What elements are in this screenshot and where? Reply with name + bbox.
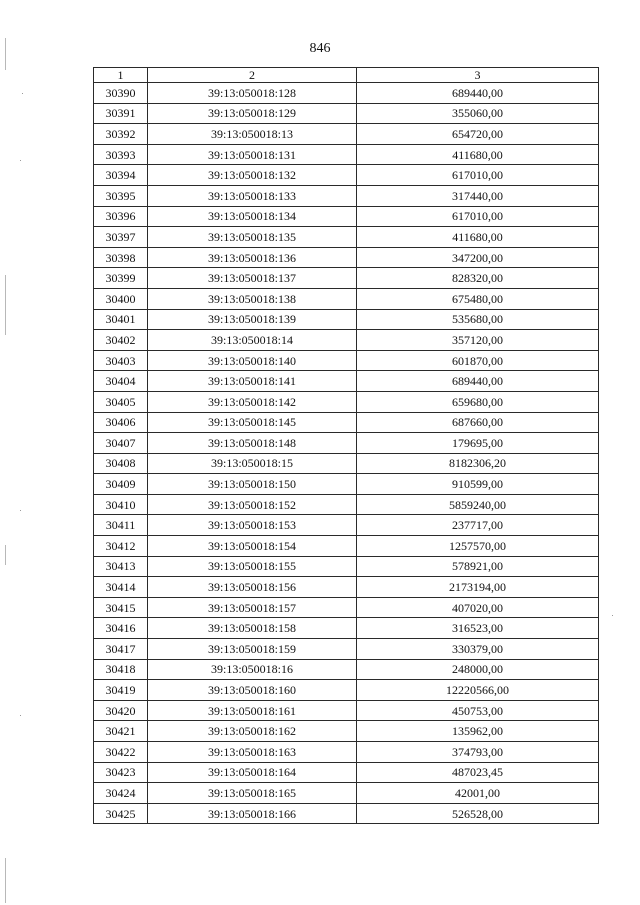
cadastral-value-cell: 411680,00: [357, 144, 599, 165]
row-number-cell: 30424: [94, 783, 148, 804]
row-number-cell: 30397: [94, 227, 148, 248]
row-number-cell: 30405: [94, 391, 148, 412]
page-number: 846: [309, 41, 331, 56]
scan-speck: [20, 510, 21, 511]
row-number-cell: 30390: [94, 83, 148, 104]
cadastral-value-cell: 617010,00: [357, 165, 599, 186]
cadastral-value-table: [93, 67, 599, 824]
scan-edge-mark: [5, 858, 6, 903]
scan-speck: [612, 615, 613, 616]
table-row: [94, 288, 599, 309]
cadastral-number-cell: 39:13:050018:154: [148, 536, 357, 557]
row-number-cell: 30392: [94, 124, 148, 145]
cadastral-value-cell: 317440,00: [357, 185, 599, 206]
row-number-cell: 30409: [94, 474, 148, 495]
cadastral-number-cell: 39:13:050018:138: [148, 288, 357, 309]
cadastral-value-cell: 411680,00: [357, 227, 599, 248]
cadastral-value-cell: 526528,00: [357, 803, 599, 824]
cadastral-number-cell: 39:13:050018:157: [148, 597, 357, 618]
row-number-cell: 30396: [94, 206, 148, 227]
cadastral-value-cell: 135962,00: [357, 721, 599, 742]
column-header-cadastral-value: 3: [357, 68, 599, 83]
scan-edge-mark: [5, 545, 6, 565]
cadastral-number-cell: 39:13:050018:136: [148, 247, 357, 268]
column-header-cadastral-number: 2: [148, 68, 357, 83]
cadastral-value-cell: 910599,00: [357, 474, 599, 495]
table-body: [94, 83, 599, 824]
row-number-cell: 30395: [94, 185, 148, 206]
row-number-cell: 30421: [94, 721, 148, 742]
cadastral-number-cell: 39:13:050018:162: [148, 721, 357, 742]
column-header-number: 1: [94, 68, 148, 83]
cadastral-number-cell: 39:13:050018:140: [148, 350, 357, 371]
row-number-cell: 30416: [94, 618, 148, 639]
table-row: [94, 783, 599, 804]
table-row: [94, 227, 599, 248]
cadastral-number-cell: 39:13:050018:15: [148, 453, 357, 474]
row-number-cell: 30391: [94, 103, 148, 124]
row-number-cell: 30420: [94, 700, 148, 721]
row-number-cell: 30413: [94, 556, 148, 577]
cadastral-value-cell: 601870,00: [357, 350, 599, 371]
cadastral-number-cell: 39:13:050018:166: [148, 803, 357, 824]
table-row: [94, 185, 599, 206]
row-number-cell: 30406: [94, 412, 148, 433]
cadastral-number-cell: 39:13:050018:137: [148, 268, 357, 289]
row-number-cell: 30404: [94, 371, 148, 392]
cadastral-number-cell: 39:13:050018:141: [148, 371, 357, 392]
row-number-cell: 30401: [94, 309, 148, 330]
row-number-cell: 30403: [94, 350, 148, 371]
cadastral-value-cell: 689440,00: [357, 83, 599, 104]
cadastral-number-cell: 39:13:050018:132: [148, 165, 357, 186]
cadastral-number-cell: 39:13:050018:16: [148, 659, 357, 680]
cadastral-value-cell: 42001,00: [357, 783, 599, 804]
row-number-cell: 30407: [94, 433, 148, 454]
cadastral-number-cell: 39:13:050018:145: [148, 412, 357, 433]
cadastral-value-cell: 248000,00: [357, 659, 599, 680]
cadastral-value-cell: 5859240,00: [357, 494, 599, 515]
cadastral-value-cell: 12220566,00: [357, 680, 599, 701]
table-row: [94, 597, 599, 618]
table-row: [94, 371, 599, 392]
cadastral-number-cell: 39:13:050018:163: [148, 742, 357, 763]
cadastral-value-cell: 347200,00: [357, 247, 599, 268]
row-number-cell: 30419: [94, 680, 148, 701]
table-row: [94, 391, 599, 412]
row-number-cell: 30412: [94, 536, 148, 557]
table-row: [94, 330, 599, 351]
row-number-cell: 30402: [94, 330, 148, 351]
row-number-cell: 30415: [94, 597, 148, 618]
row-number-cell: 30399: [94, 268, 148, 289]
cadastral-number-cell: 39:13:050018:159: [148, 639, 357, 660]
table-row: [94, 124, 599, 145]
table-row: [94, 639, 599, 660]
cadastral-value-cell: 617010,00: [357, 206, 599, 227]
row-number-cell: 30417: [94, 639, 148, 660]
cadastral-value-cell: 659680,00: [357, 391, 599, 412]
cadastral-number-cell: 39:13:050018:165: [148, 783, 357, 804]
cadastral-number-cell: 39:13:050018:152: [148, 494, 357, 515]
table-row: [94, 556, 599, 577]
cadastral-number-cell: 39:13:050018:14: [148, 330, 357, 351]
cadastral-number-cell: 39:13:050018:153: [148, 515, 357, 536]
cadastral-value-cell: 578921,00: [357, 556, 599, 577]
table-row: [94, 309, 599, 330]
row-number-cell: 30394: [94, 165, 148, 186]
cadastral-value-cell: 357120,00: [357, 330, 599, 351]
table-row: [94, 247, 599, 268]
row-number-cell: 30422: [94, 742, 148, 763]
table-row: [94, 762, 599, 783]
row-number-cell: 30411: [94, 515, 148, 536]
table-row: [94, 700, 599, 721]
row-number-cell: 30408: [94, 453, 148, 474]
cadastral-number-cell: 39:13:050018:156: [148, 577, 357, 598]
cadastral-value-cell: 237717,00: [357, 515, 599, 536]
cadastral-value-cell: 179695,00: [357, 433, 599, 454]
cadastral-value-cell: 355060,00: [357, 103, 599, 124]
cadastral-number-cell: 39:13:050018:160: [148, 680, 357, 701]
row-number-cell: 30425: [94, 803, 148, 824]
table-row: [94, 350, 599, 371]
cadastral-value-cell: 316523,00: [357, 618, 599, 639]
table-row: [94, 144, 599, 165]
cadastral-number-cell: 39:13:050018:148: [148, 433, 357, 454]
cadastral-value-cell: 8182306,20: [357, 453, 599, 474]
table-row: [94, 721, 599, 742]
table-row: [94, 433, 599, 454]
table-row: [94, 206, 599, 227]
row-number-cell: 30400: [94, 288, 148, 309]
cadastral-value-cell: 689440,00: [357, 371, 599, 392]
scan-speck: [20, 160, 21, 161]
cadastral-value-cell: 2173194,00: [357, 577, 599, 598]
cadastral-number-cell: 39:13:050018:129: [148, 103, 357, 124]
table-row: [94, 494, 599, 515]
table-row: [94, 103, 599, 124]
cadastral-value-cell: 330379,00: [357, 639, 599, 660]
table-row: [94, 453, 599, 474]
table-row: [94, 83, 599, 104]
table-row: [94, 618, 599, 639]
cadastral-value-cell: 828320,00: [357, 268, 599, 289]
cadastral-number-cell: 39:13:050018:133: [148, 185, 357, 206]
cadastral-value-cell: 675480,00: [357, 288, 599, 309]
cadastral-number-cell: 39:13:050018:158: [148, 618, 357, 639]
table-row: [94, 268, 599, 289]
cadastral-number-cell: 39:13:050018:13: [148, 124, 357, 145]
cadastral-number-cell: 39:13:050018:134: [148, 206, 357, 227]
cadastral-number-cell: 39:13:050018:142: [148, 391, 357, 412]
scan-edge-mark: [5, 275, 6, 335]
cadastral-value-cell: 374793,00: [357, 742, 599, 763]
table-row: [94, 803, 599, 824]
table-row: [94, 474, 599, 495]
cadastral-number-cell: 39:13:050018:128: [148, 83, 357, 104]
cadastral-number-cell: 39:13:050018:131: [148, 144, 357, 165]
table-row: [94, 165, 599, 186]
table-row: [94, 659, 599, 680]
table-header-row: [94, 68, 599, 83]
row-number-cell: 30410: [94, 494, 148, 515]
cadastral-value-cell: 1257570,00: [357, 536, 599, 557]
cadastral-value-cell: 687660,00: [357, 412, 599, 433]
cadastral-number-cell: 39:13:050018:164: [148, 762, 357, 783]
table-row: [94, 536, 599, 557]
cadastral-value-cell: 487023,45: [357, 762, 599, 783]
table-row: [94, 742, 599, 763]
row-number-cell: 30393: [94, 144, 148, 165]
cadastral-number-cell: 39:13:050018:161: [148, 700, 357, 721]
table-row: [94, 515, 599, 536]
cadastral-number-cell: 39:13:050018:150: [148, 474, 357, 495]
row-number-cell: 30398: [94, 247, 148, 268]
cadastral-value-cell: 407020,00: [357, 597, 599, 618]
row-number-cell: 30414: [94, 577, 148, 598]
cadastral-value-cell: 654720,00: [357, 124, 599, 145]
row-number-cell: 30418: [94, 659, 148, 680]
table-row: [94, 412, 599, 433]
cadastral-number-cell: 39:13:050018:139: [148, 309, 357, 330]
table-row: [94, 680, 599, 701]
cadastral-number-cell: 39:13:050018:155: [148, 556, 357, 577]
cadastral-value-cell: 535680,00: [357, 309, 599, 330]
scan-speck: [20, 715, 21, 716]
scan-speck: [22, 93, 23, 94]
cadastral-number-cell: 39:13:050018:135: [148, 227, 357, 248]
table-row: [94, 577, 599, 598]
cadastral-value-cell: 450753,00: [357, 700, 599, 721]
row-number-cell: 30423: [94, 762, 148, 783]
